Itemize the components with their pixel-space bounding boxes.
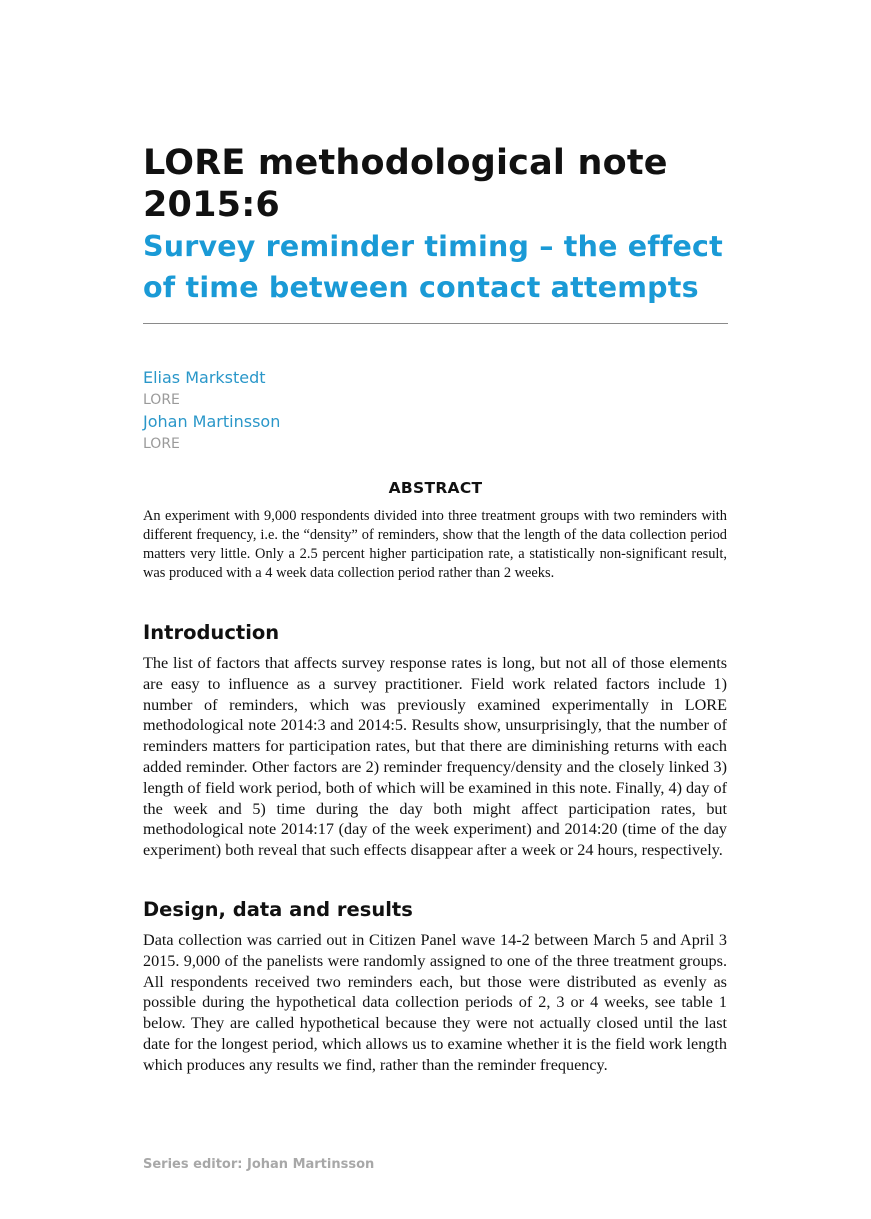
abstract-heading: ABSTRACT [388, 479, 483, 497]
author-entry [143, 367, 280, 411]
section-heading-introduction: Introduction [143, 621, 280, 644]
author-affiliation: LORE [143, 436, 180, 452]
subtitle-line-2: of time between contact attempts [143, 271, 699, 304]
author-name: Elias Markstedt [143, 368, 266, 387]
author-affiliation: LORE [143, 392, 180, 408]
section-text-design: Data collection was carried out in Citizen Panel wave 14-2 between March 5 and April 3 2015. 9,000 of the panelists were randomly assigned to one of the three treatment groups. All respondents received two reminders each, but those were distributed as evenly as possible during the hypothetical data collection periods of 2, 3 or 4 weeks, see table 1 below. They are called hypothetical because they were not actually closed until the last date for the longest period, which allows us to examine whether it is the field work length which produces any results we find, rather than the reminder frequency. [143, 931, 727, 1074]
title-divider [143, 323, 728, 324]
author-entry [143, 411, 280, 455]
abstract-text: An experiment with 9,000 respondents divided into three treatment groups with two reminders with different frequency, i.e. the “density” of reminders, show that the length of the data collection period matters very little. Only a 2.5 percent higher participation rate, a statistically non-significant result, was produced with a 4 week data collection period rather than 2 weeks. [143, 508, 727, 581]
author-list [143, 367, 280, 455]
title-block [143, 142, 728, 308]
subtitle-line-1: Survey reminder timing – the effect [143, 230, 723, 263]
series-editor-footer: Series editor: Johan Martinsson [143, 1157, 375, 1172]
author-name: Johan Martinsson [143, 412, 281, 431]
title-line-1: LORE methodological note [143, 143, 668, 183]
document-subtitle [143, 226, 728, 308]
document-title [143, 142, 728, 226]
title-line-2: 2015:6 [143, 185, 280, 225]
section-heading-design: Design, data and results [143, 898, 413, 921]
section-text-introduction: The list of factors that affects survey response rates is long, but not all of those elements are easy to influence as a survey practitioner. Field work related factors include 1) number of reminders, which was previously examined experimentally in LORE methodological note 2014:3 and 2014:5. Results show, unsurprisingly, that the number of reminders matters for participation rates, but that there are diminishing returns with each added reminder. Other factors are 2) reminder frequency/density and the closely linked 3) length of field work period, both of which will be examined in this note. Finally, 4) day of the week and 5) time during the day both might affect participation rates, but methodological note 2014:17 (day of the week experiment) and 2014:20 (time of the day experiment) both reveal that such effects disappear after a week or 24 hours, respectively. [143, 654, 727, 860]
